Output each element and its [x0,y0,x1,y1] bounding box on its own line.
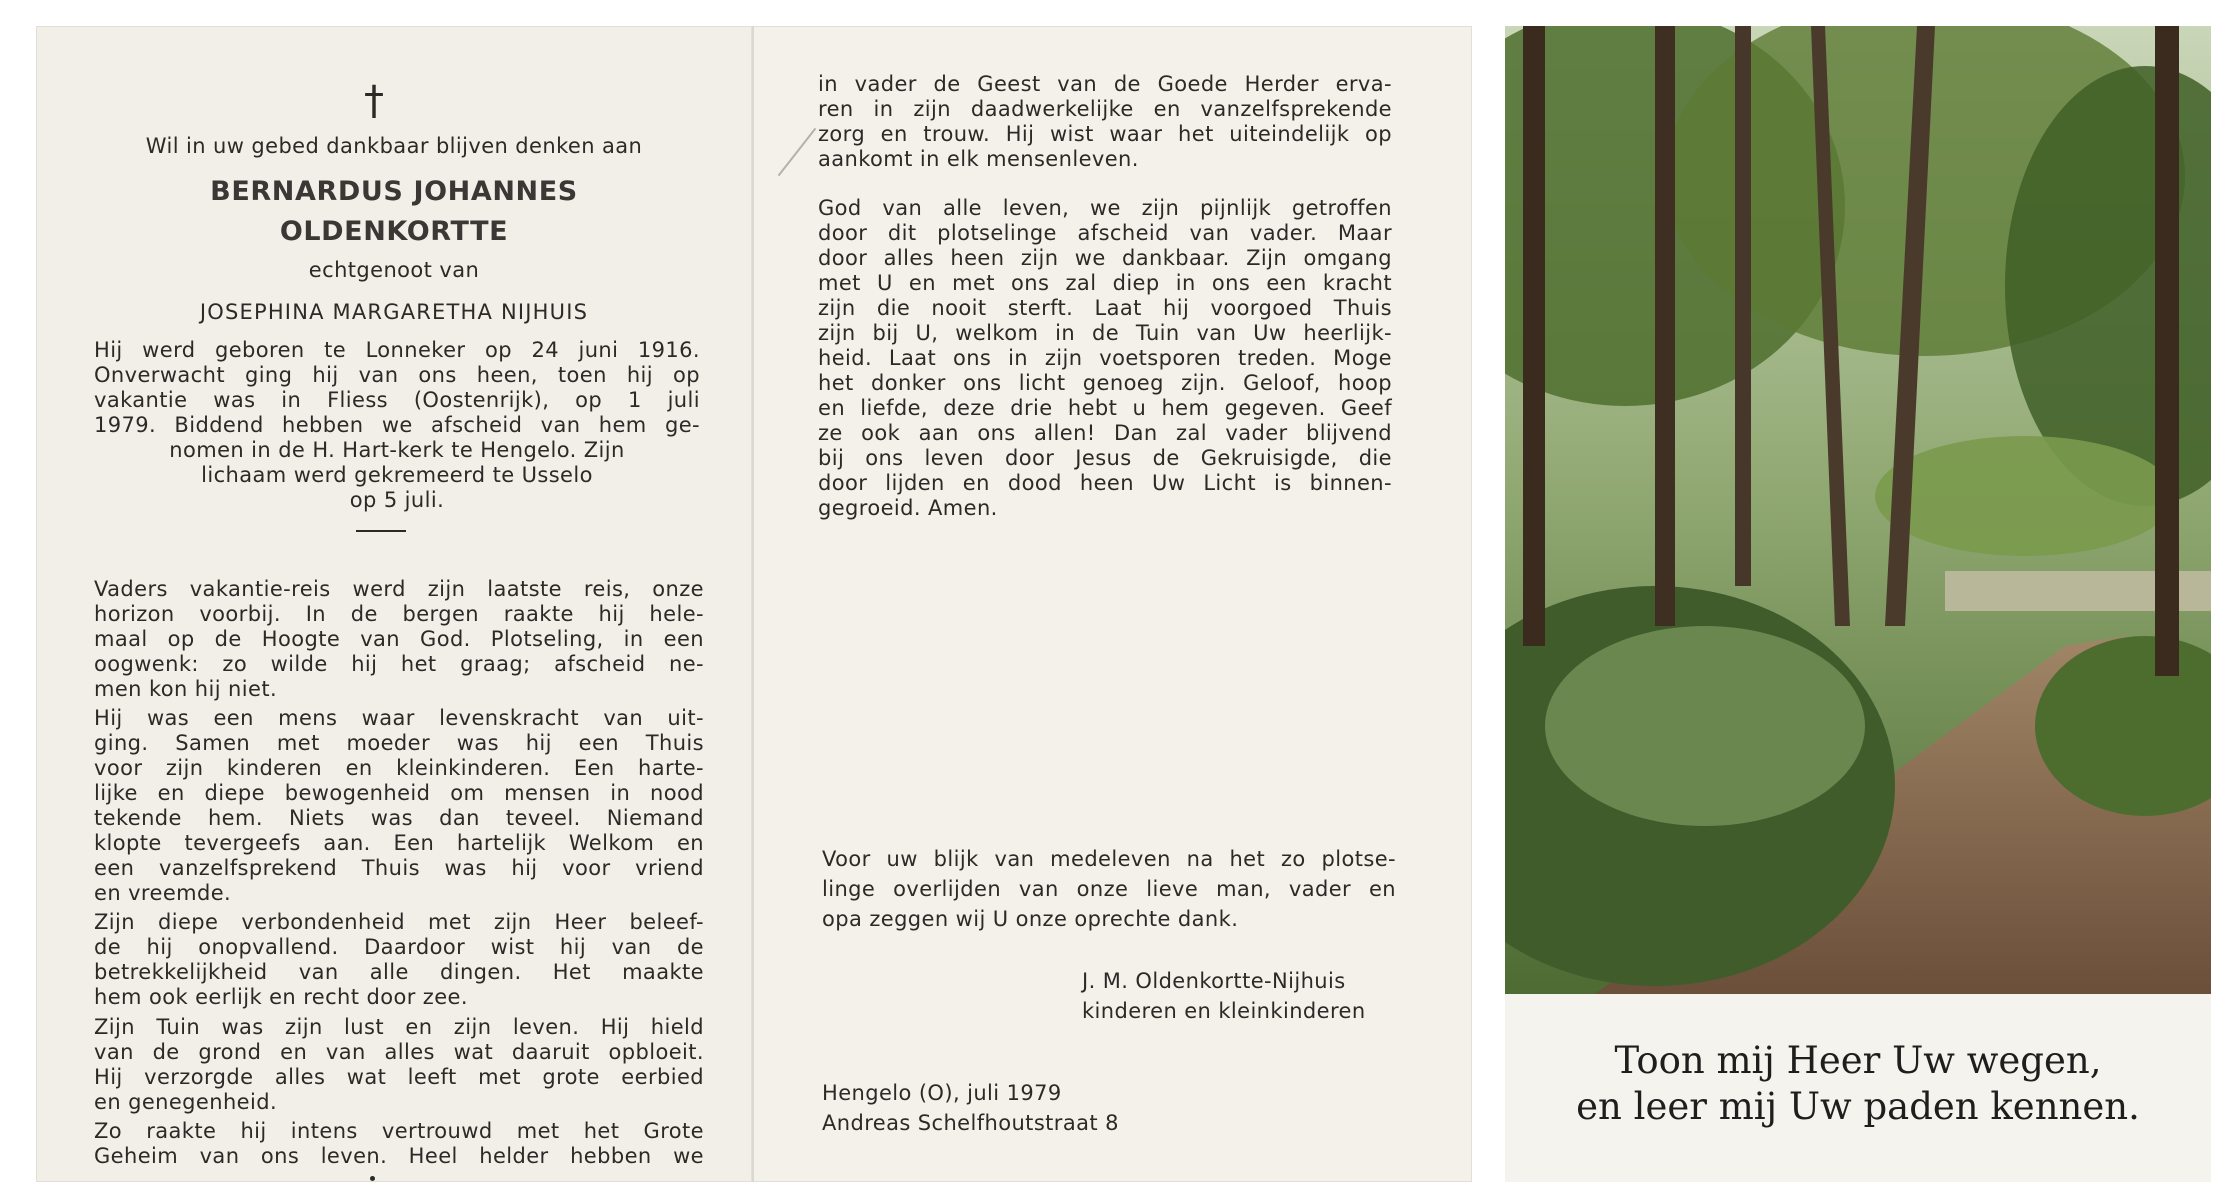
text-line: Voor uw blijk van medeleven na het zo plotse- [822,847,1396,871]
text-line: gegroeid. Amen. [818,496,998,520]
text-line: Hij verzorgde alles wat leeft met grote eerbied [94,1065,704,1089]
text-line: door alles heen zijn we dankbaar. Zijn omgang [818,246,1392,270]
middle-page [752,26,1472,1182]
text-line: en genegenheid. [94,1090,278,1114]
text-line: het donker ons licht genoeg zijn. Geloof, hoop [818,371,1392,395]
pencil-mark [778,128,817,177]
page-fold [752,26,754,1182]
text-line: ging. Samen met moeder was hij een Thuis [94,731,704,755]
verse-line-2: en leer mij Uw paden kennen. [1576,1085,2140,1128]
spouse-name: JOSEPHINA MARGARETHA NIJHUIS [199,300,589,324]
deceased-name-line2: OLDENKORTTE [279,216,509,247]
verse-line-1: Toon mij Heer Uw wegen, [1614,1039,2102,1082]
text-line: opa zeggen wij U onze oprechte dank. [822,907,1239,931]
text-line: men kon hij niet. [94,677,278,701]
text-line: klopte tevergeefs aan. Een hartelijk Welkom en [94,831,704,855]
text-line: een vanzelfsprekend Thuis was hij voor vriend [94,856,704,880]
intro-line: Wil in uw gebed dankbaar blijven denken aan [145,134,643,158]
text-line: Geheim van ons leven. Heel helder hebben we [94,1144,704,1168]
text-line: ze ook aan ons allen! Dan zal vader blijvend [818,421,1392,445]
signature-family: kinderen en kleinkinderen [1082,999,1366,1023]
text-line: linge overlijden van onze lieve man, vader en [822,877,1396,901]
forest-path-photo [1505,26,2211,994]
text-line: Zijn Tuin was zijn lust en zijn leven. Hij hield [94,1015,704,1039]
text-line: door dit plotselinge afscheid van vader. Maar [818,221,1392,245]
text-line: oogwenk: zo wilde hij het graag; afscheid ne- [94,652,704,676]
spouse-of-label: echtgenoot van [308,258,480,282]
text-line: Zo raakte hij intens vertrouwd met het Grote [94,1119,704,1143]
text-line: hem ook eerlijk en recht door zee. [94,985,468,1009]
text-line: betrekkelijkheid van alle dingen. Het maakte [94,960,704,984]
page-dot [370,1176,375,1181]
text-line: door lijden en dood heen Uw Licht is binnen- [818,471,1392,495]
text-line: en vreemde. [94,881,232,905]
text-line: heid. Laat ons in zijn voetsporen treden. Moge [818,346,1392,370]
text-line: zijn bij U, welkom in de Tuin van Uw heerlijk- [818,321,1392,345]
deceased-name-line1: BERNARDUS JOHANNES [210,176,578,207]
text-line: lijke en diepe bewogenheid om mensen in nood [94,781,704,805]
left-page [36,26,752,1182]
text-line: zorg en trouw. Hij wist waar het uiteindelijk op [818,122,1392,146]
text-line: ren in zijn daadwerkelijke en vanzelfsprekende [818,97,1392,121]
bio-line: 1979. Biddend hebben we afscheid van hem ge- [94,413,700,437]
address: Andreas Schelfhoutstraat 8 [822,1111,1119,1135]
text-line: God van alle leven, we zijn pijnlijk getroffen [818,196,1392,220]
bio-line: nomen in de H. Hart-kerk te Hengelo. Zijn [169,438,625,462]
text-line: voor zijn kinderen en kleinkinderen. Een harte- [94,756,704,780]
text-line: Zijn diepe verbondenheid met zijn Heer beleef- [94,910,704,934]
photo-card [1505,26,2211,1182]
bio-line: lichaam werd gekremeerd te Usselo [201,463,593,487]
bio-line: vakantie was in Fliess (Oostenrijk), op 1 juli [94,388,700,412]
divider-line [356,530,406,532]
text-line: bij ons leven door Jesus de Gekruisigde, die [818,446,1392,470]
text-line: horizon voorbij. In de bergen raakte hij hele- [94,602,704,626]
bio-line: op 5 juli. [349,488,445,512]
place-date: Hengelo (O), juli 1979 [822,1081,1062,1105]
text-line: in vader de Geest van de Goede Herder erva- [818,72,1392,96]
text-line: van de grond en van alles wat daaruit opbloeit. [94,1040,704,1064]
text-line: Vaders vakantie-reis werd zijn laatste reis, onze [94,577,704,601]
text-line: maal op de Hoogte van God. Plotseling, in een [94,627,704,651]
text-line: met U en met ons zal diep in ons een kracht [818,271,1392,295]
text-line: en liefde, deze drie hebt u hem gegeven. Geef [818,396,1392,420]
bio-line: Hij werd geboren te Lonneker op 24 juni 1916. [94,338,700,362]
text-line: de hij onopvallend. Daardoor wist hij van de [94,935,704,959]
text-line: tekende hem. Niets was dan teveel. Niemand [94,806,704,830]
text-line: Hij was een mens waar levenskracht van uit- [94,706,704,730]
text-line: aankomt in elk mensenleven. [818,147,1139,171]
text-line: zijn die nooit sterft. Laat hij voorgoed Thuis [818,296,1392,320]
cross-icon: † [364,78,384,124]
bio-line: Onverwacht ging hij van ons heen, toen hij op [94,363,700,387]
signature-name: J. M. Oldenkortte-Nijhuis [1082,969,1346,993]
